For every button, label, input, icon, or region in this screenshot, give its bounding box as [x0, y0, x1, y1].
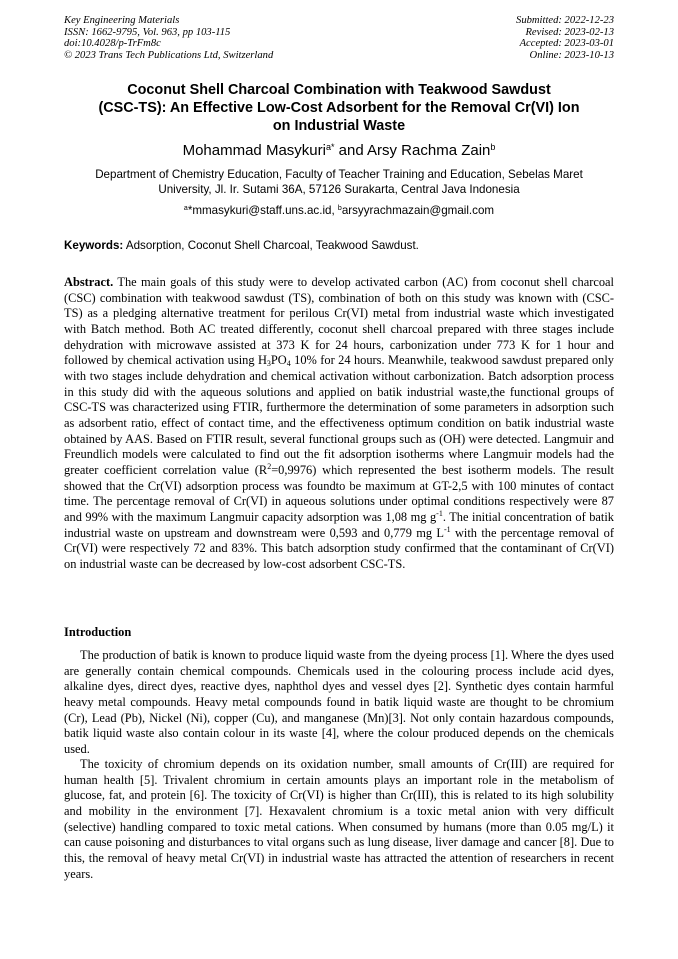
paper-title [64, 81, 614, 135]
dates-header [516, 15, 614, 61]
email-b: arsyyrachmazain@gmail.com [341, 204, 495, 217]
abstract-text-4: . The initial concentration of batik industrial waste on upstream and downstream were 0,593 and 0,779 mg L [64, 509, 614, 540]
title-line-1: Coconut Shell Charcoal Combination with Teakwood Sawdust [127, 82, 551, 98]
doi-line: doi:10.4028/p-TrFm8c [64, 38, 161, 50]
abstract-text-po: PO [270, 353, 287, 368]
title-line-3: on Industrial Waste [272, 118, 406, 134]
abstract [64, 275, 614, 572]
online-date: Online: 2023-10-13 [529, 49, 614, 61]
affiliation [64, 167, 614, 197]
affiliation-line-2: University, Jl. Ir. Sutami 36A, 57126 Surakarta, Central Java Indonesia [158, 183, 520, 196]
accepted-date: Accepted: 2023-03-01 [519, 38, 614, 50]
abstract-superscript-minus1-a: -1 [436, 508, 443, 518]
email-b-mark: b [337, 205, 342, 212]
abstract-text-5: with the percentage removal of Cr(VI) were respectively 72 and 83%. This batch adsorption study confirmed that the contaminant of Cr(VI) on industrial waste can be decreased by low-cost adsorbent CSC-TS. [64, 525, 614, 571]
abstract-superscript-minus1-b: -1 [443, 524, 451, 534]
journal-header [64, 15, 273, 61]
keywords-text: Adsorption, Coconut Shell Charcoal, Teakwood Sawdust. [123, 239, 419, 252]
submitted-date: Submitted: 2022-12-23 [516, 15, 614, 26]
copyright-line: © 2023 Trans Tech Publications Ltd, Switzerland [64, 49, 274, 61]
introduction-paragraph-1: The production of batik is known to produce liquid waste from the dyeing process [1]. Where the dyes used are generally contain chemical compounds. Chemicals used in the colouring process include acid dyes, alkaline dyes, direct dyes, reactive dyes, naphthol dyes and vessel dyes [2]. Synthetic dyes contain harmful heavy metal compounds. Heavy metal compounds found in batik liquid waste are thought to be chromium (Cr), Lead (Pb), Nickel (Ni), copper (Cu), and manganese (Mn)[3]. Not only contain hazardous compounds, batik liquid waste also contain colour in its waste [4], where the colour produced depends on the chemicals used. [64, 648, 614, 756]
author-connector: and [334, 142, 368, 159]
author-1: Mohammad Masykuri [182, 142, 326, 159]
abstract-subscript-4: 4 [286, 359, 291, 369]
title-line-2: (CSC-TS): An Effective Low-Cost Adsorbent for the Removal Cr(VI) Ion [98, 100, 580, 116]
email-a: *mmasykuri@staff.uns.ac.id, [187, 204, 338, 217]
author-1-mark: a* [325, 142, 335, 152]
issn-line: ISSN: 1662-9795, Vol. 963, pp 103-115 [64, 26, 231, 38]
author-2-mark: b [490, 142, 496, 152]
author-2: Arsy Rachma Zain [367, 142, 491, 159]
email-a-mark: a [183, 205, 188, 212]
journal-name: Key Engineering Materials [64, 15, 180, 26]
abstract-superscript-2: 2 [267, 461, 272, 471]
author-list [64, 142, 614, 160]
introduction-heading: Introduction [64, 625, 132, 639]
abstract-label: Abstract. [64, 275, 114, 289]
abstract-text-2: 10% for 24 hours. Meanwhile, teakwood sawdust prepared only with two stages include dehydration and chemical activation without carbonization. Batch adsorption process in this study did with the aqueous solutions and applied on batik industrial waste,the functional groups of CSC-TS was characterized using FTIR, furthermore the determination of some parameters in adsorption such as adsorbent ratio, effect of contact time, and the effectiveness optimum condition on batik industrial waste obtained by AAS. Based on FTIR result, several functional groups such as (OH) were detected. Langmuir and Freundlich models were calculated to find out the fit adsorption isotherms where Langmuir models had the greater coefficient correlation value (R [64, 353, 614, 477]
introduction-paragraph-2: The toxicity of chromium depends on its oxidation number, small amounts of Cr(III) are required for human health [5]. Trivalent chromium in certain amounts plays an important role in the metabolism of glucose, fat, and protein [6]. The toxicity of Cr(VI) is higher than Cr(III), this is related to its high solubility and mobility in the environment [7]. Hexavalent chromium is a toxic metal anion with very difficult (selective) handling compared to toxic metal cations. When consumed by humans (more than 0.05 mg/L) it can cause poisoning and disturbances to vital organs such as lung disease, liver damage and cancer [8]. Due to this, the removal of heavy metal Cr(VI) in industrial waste has attracted the attention of researchers in recent years. [64, 757, 614, 881]
keywords [64, 238, 614, 253]
revised-date: Revised: 2023-02-13 [525, 26, 614, 38]
author-emails [64, 203, 614, 218]
abstract-text-1: The main goals of this study were to develop activated carbon (AC) from coconut shell charcoal (CSC) combination with teakwood sawdust (TS), combination of both on this study was known with (CSC-TS) as a pledging alternative treatment for perilous Cr(VI) metal from industrial waste which investigated with Batch method. Both AC treated differently, coconut shell charcoal prepared with three stages include dehydration with microwave assisted at 373 K for 24 hours, carbonization under 773 K for 1 hour and followed by chemical activation using H [64, 275, 614, 368]
abstract-text-3: =0,9976) which represented the best isotherm models. The result showed that the Cr(VI) adsorption process was foundto be maximum at GT-2,5 with 100 minutes of contact time. The percentage removal of Cr(VI) in aqueous solutions under optimal conditions respectively were 87 and 99% with the maximum Langmuir capacity adsorption was 1,08 mg g [64, 462, 614, 524]
keywords-label: Keywords: [64, 239, 124, 252]
affiliation-line-1: Department of Chemistry Education, Faculty of Teacher Training and Education, Sebelas Maret [95, 168, 583, 181]
abstract-subscript-3: 3 [266, 359, 271, 369]
